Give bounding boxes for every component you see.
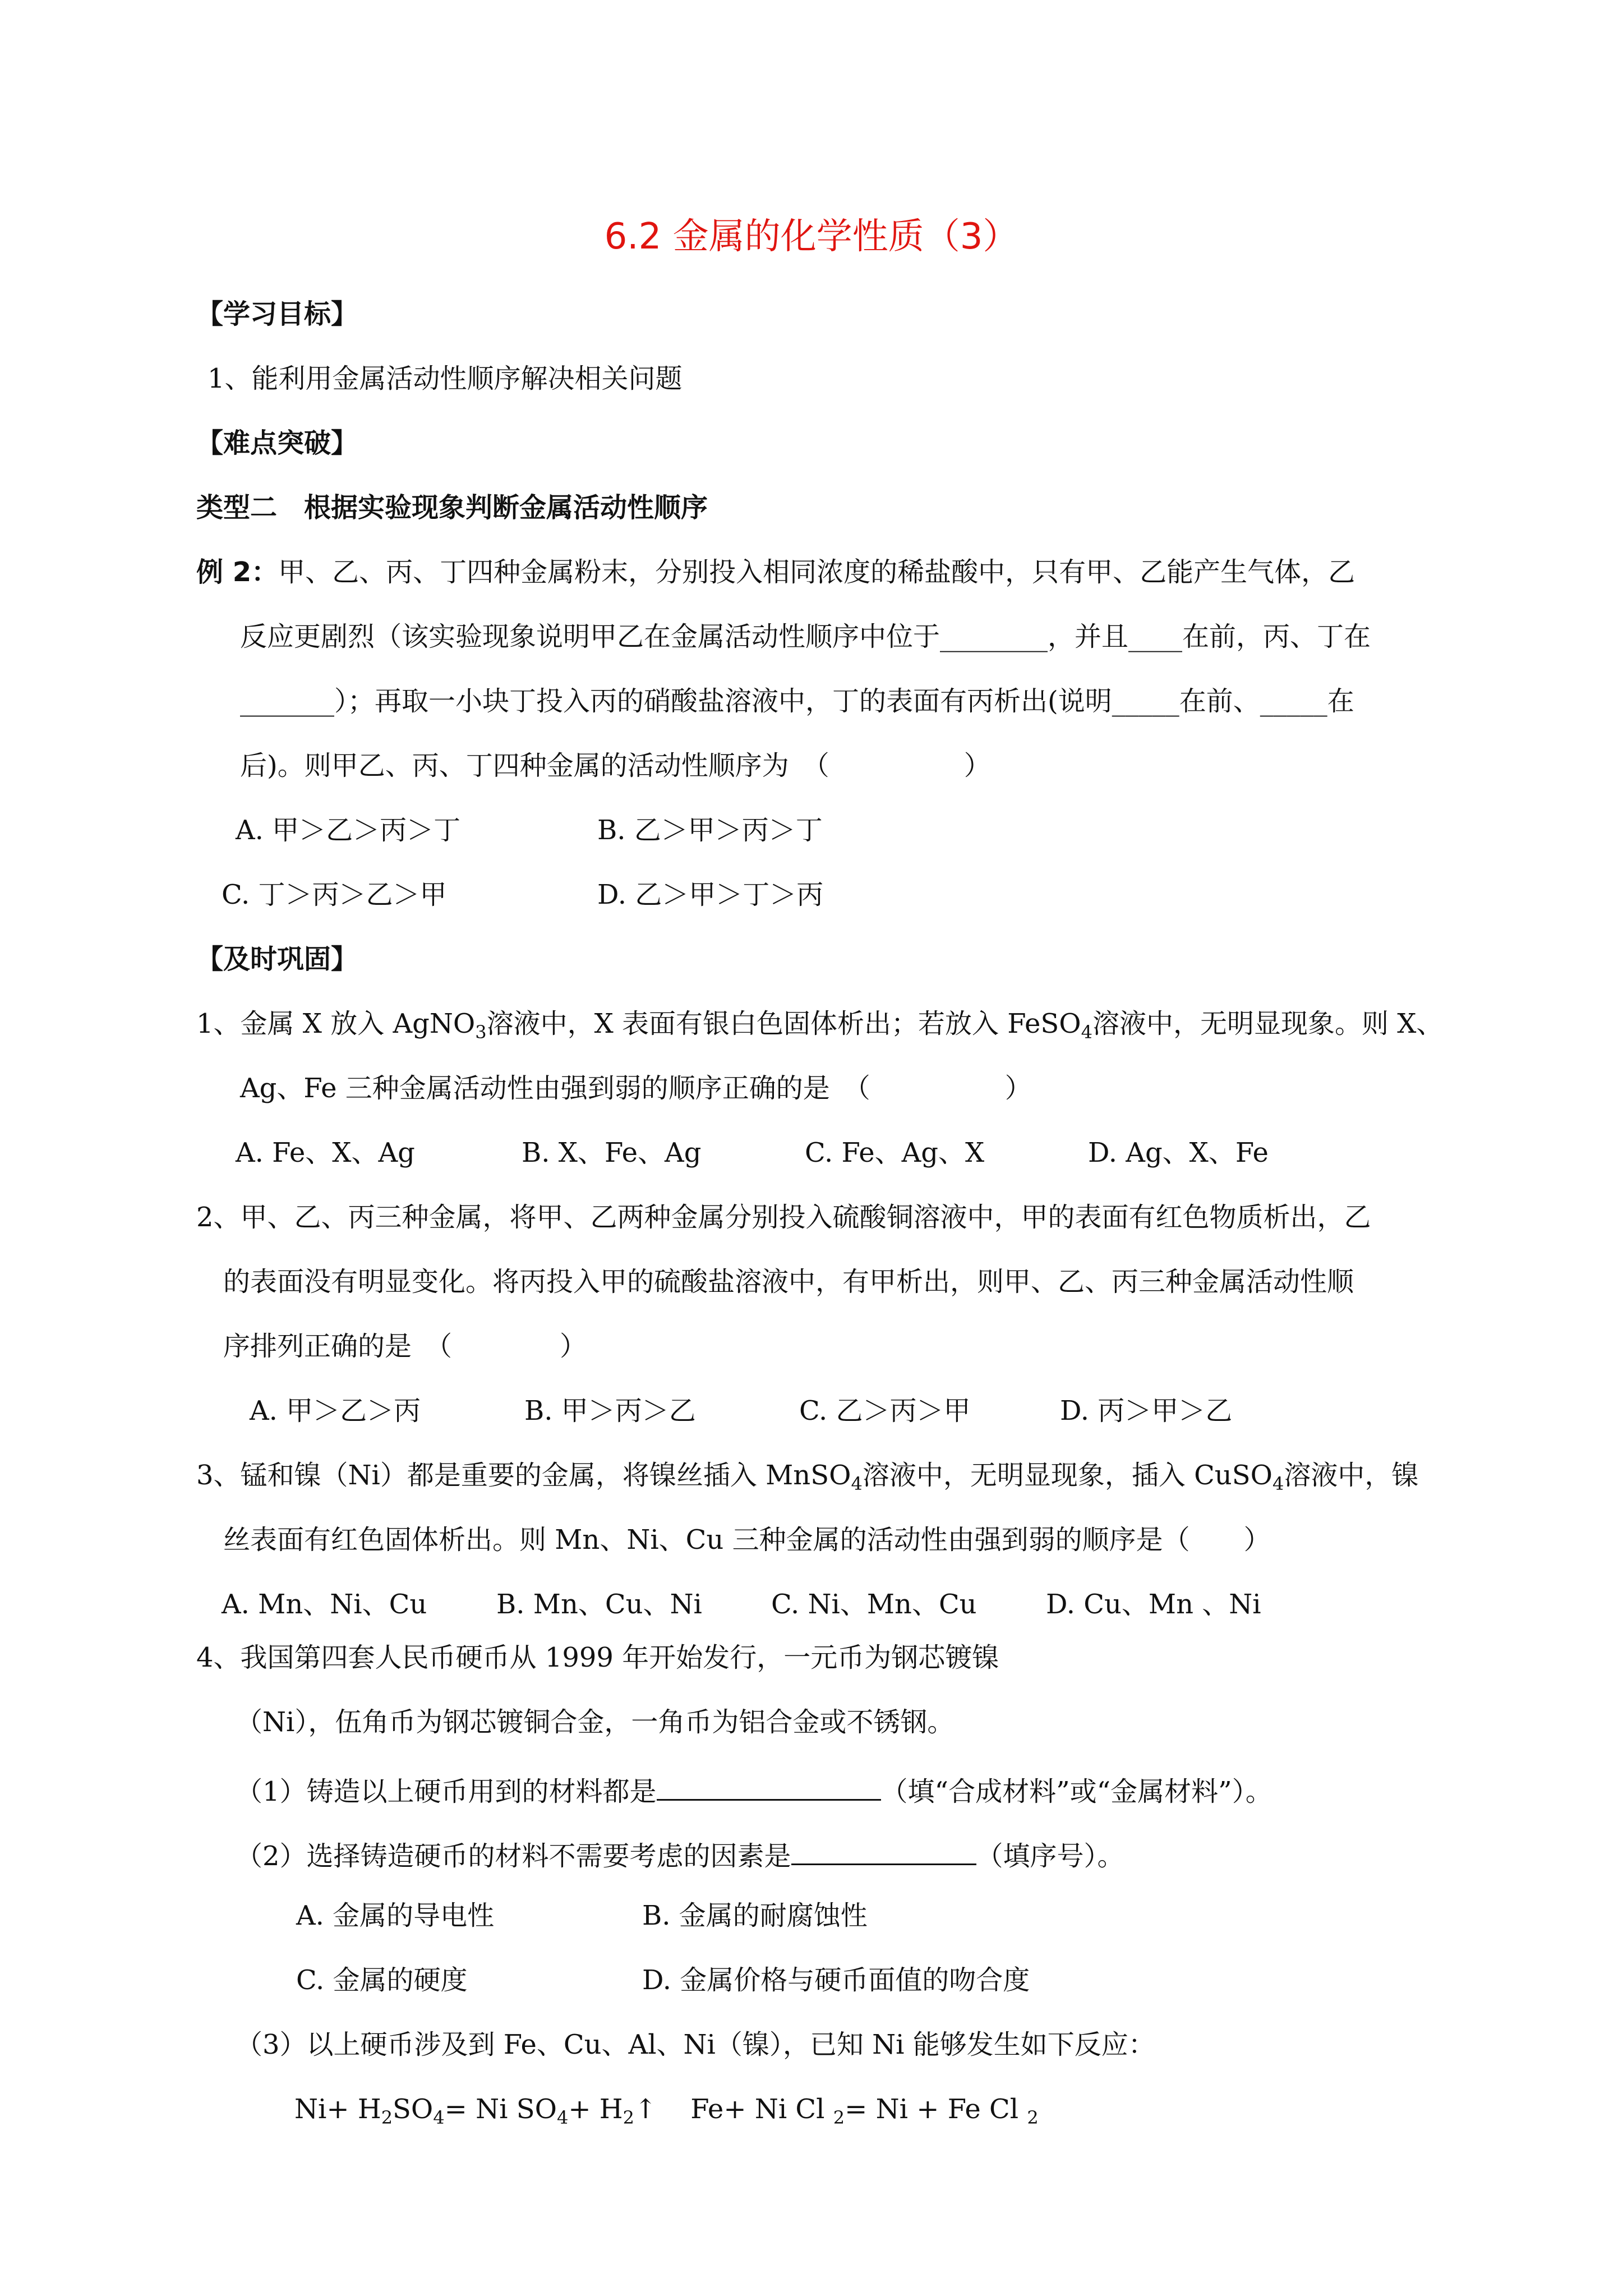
eq1-b: SO [393, 2093, 434, 2125]
eq1-sub-1: 2 [381, 2107, 393, 2128]
example2-option-a: A. 甲＞乙＞丙＞丁 [236, 815, 461, 846]
consolidate-header: 【及时巩固】 [196, 944, 358, 975]
difficulty-header: 【难点突破】 [196, 427, 358, 459]
q4-option-b: B. 金属的耐腐蚀性 [642, 1900, 868, 1931]
eq1-sub-2: 4 [433, 2107, 445, 2128]
up-arrow-icon: ↑ [634, 2093, 657, 2125]
q2-line3: 序排列正确的是 （ ） [223, 1331, 587, 1362]
q1-option-b: B. X、Fe、Ag [522, 1137, 702, 1168]
example2-line3: _______）；再取一小块丁投入丙的硝酸盐溶液中，丁的表面有丙析出(说明_____在前、_____在 [240, 685, 1354, 717]
eq1-d: + H [568, 2093, 623, 2125]
example2-line4: 后)。则甲乙、丙、丁四种金属的活动性顺序为 （ ） [240, 750, 991, 781]
q1-text-b: 溶液中，X 表面有银白色固体析出；若放入 FeSO [486, 1008, 1081, 1039]
q4-part1 [236, 1770, 1272, 1809]
eq2-b: = Ni + Fe Cl [845, 2093, 1027, 2125]
q3-option-d: D. Cu、Mn 、Ni [1046, 1589, 1261, 1620]
q4-part1-hint: （填“合成材料”或“金属材料”）。 [880, 1776, 1272, 1807]
q1-line2: Ag、Fe 三种金属活动性由强到弱的顺序正确的是 （ ） [240, 1073, 1032, 1104]
goals-header: 【学习目标】 [196, 298, 358, 330]
q1-sub-2: 4 [1081, 1022, 1092, 1043]
q2-line2: 的表面没有明显变化。将丙投入甲的硫酸盐溶液中，有甲析出，则甲、乙、丙三种金属活动性顺 [223, 1266, 1354, 1297]
page-title: 6.2 金属的化学性质（3） [604, 216, 1019, 257]
q4-line1: 4、我国第四套人民币硬币从 1999 年开始发行，一元币为钢芯镀镍 [196, 1642, 999, 1673]
q2-option-a: A. 甲＞乙＞丙 [250, 1395, 421, 1427]
q4-equations [294, 2092, 1039, 2134]
example2-text1: 甲、乙、丙、丁四种金属粉末，分别投入相同浓度的稀盐酸中，只有甲、乙能产生气体，乙 [278, 556, 1355, 588]
eq1-sub-3: 4 [556, 2107, 569, 2128]
eq2-sub-1: 2 [833, 2107, 845, 2128]
q4-part1-blank[interactable] [657, 1770, 881, 1801]
q3-line2: 丝表面有红色固体析出。则 Mn、Ni、Cu 三种金属的活动性由强到弱的顺序是（ ） [223, 1524, 1271, 1556]
q3-sub-2: 4 [1272, 1473, 1284, 1494]
q2-option-b: B. 甲＞丙＞乙 [524, 1395, 696, 1427]
example2-label: 例 2： [196, 556, 279, 588]
q2-option-d: D. 丙＞甲＞乙 [1060, 1395, 1233, 1427]
q3-sub-1: 4 [851, 1473, 863, 1494]
q1-option-c: C. Fe、Ag、X [805, 1137, 985, 1168]
type2-heading: 类型二 根据实验现象判断金属活动性顺序 [196, 492, 708, 523]
q3-text-b: 溶液中，无明显现象，插入 CuSO [862, 1460, 1272, 1491]
q4-part2-blank[interactable] [791, 1834, 976, 1865]
q2-line1: 2、甲、乙、丙三种金属，将甲、乙两种金属分别投入硫酸铜溶液中，甲的表面有红色物质析出，乙 [196, 1202, 1371, 1233]
q4-part2-text: （2）选择铸造硬币的材料不需要考虑的因素是 [236, 1841, 791, 1872]
q4-option-a: A. 金属的导电性 [296, 1900, 495, 1931]
q1-option-a: A. Fe、X、Ag [236, 1137, 415, 1168]
q1-text-a: 1、金属 X 放入 AgNO [196, 1008, 476, 1039]
q2-option-c: C. 乙＞丙＞甲 [799, 1395, 971, 1427]
example2-option-c: C. 丁＞丙＞乙＞甲 [222, 879, 447, 910]
q4-part2 [236, 1834, 1124, 1873]
q4-option-c: C. 金属的硬度 [296, 1964, 468, 1996]
q3-option-a: A. Mn、Ni、Cu [222, 1589, 427, 1620]
eq2-sub-2: 2 [1027, 2107, 1039, 2128]
eq1-c: = Ni SO [444, 2093, 557, 2125]
q1-text-c: 溶液中，无明显现象。则 X、 [1092, 1008, 1444, 1039]
eq1-sub-4: 2 [623, 2107, 635, 2128]
q3-option-c: C. Ni、Mn、Cu [771, 1589, 977, 1620]
goal-item-1: 1、能利用金属活动性顺序解决相关问题 [208, 363, 683, 394]
q3-text-c: 溶液中，镍 [1284, 1460, 1419, 1491]
example2-option-b: B. 乙＞甲＞丙＞丁 [597, 815, 823, 846]
q4-line2: （Ni），伍角币为钢芯镀铜合金，一角币为铝合金或不锈钢。 [236, 1706, 955, 1738]
eq1-a: Ni+ H [294, 2093, 381, 2125]
eq2-a: Fe+ Ni Cl [690, 2093, 833, 2125]
q1-option-d: D. Ag、X、Fe [1088, 1137, 1269, 1168]
q3-line1 [196, 1458, 1418, 1501]
example2-line2: 反应更剧烈（该实验现象说明甲乙在金属活动性顺序中位于________，并且____在前，丙、丁在 [240, 621, 1371, 652]
q3-text-a: 3、锰和镍（Ni）都是重要的金属，将镍丝插入 MnSO [196, 1460, 851, 1491]
q1-sub-1: 3 [475, 1022, 487, 1043]
example2-option-d: D. 乙＞甲＞丁＞丙 [597, 879, 824, 910]
q4-part2-hint: （填序号）。 [976, 1841, 1124, 1872]
q4-option-d: D. 金属价格与硬币面值的吻合度 [642, 1964, 1030, 1996]
q1-line1 [196, 1007, 1443, 1049]
example2-line1 [196, 555, 1355, 589]
q4-part1-text: （1）铸造以上硬币用到的材料都是 [236, 1776, 657, 1807]
q3-option-b: B. Mn、Cu、Ni [496, 1589, 702, 1620]
q4-part3: （3）以上硬币涉及到 Fe、Cu、Al、Ni（镍），已知 Ni 能够发生如下反应： [236, 2029, 1155, 2060]
